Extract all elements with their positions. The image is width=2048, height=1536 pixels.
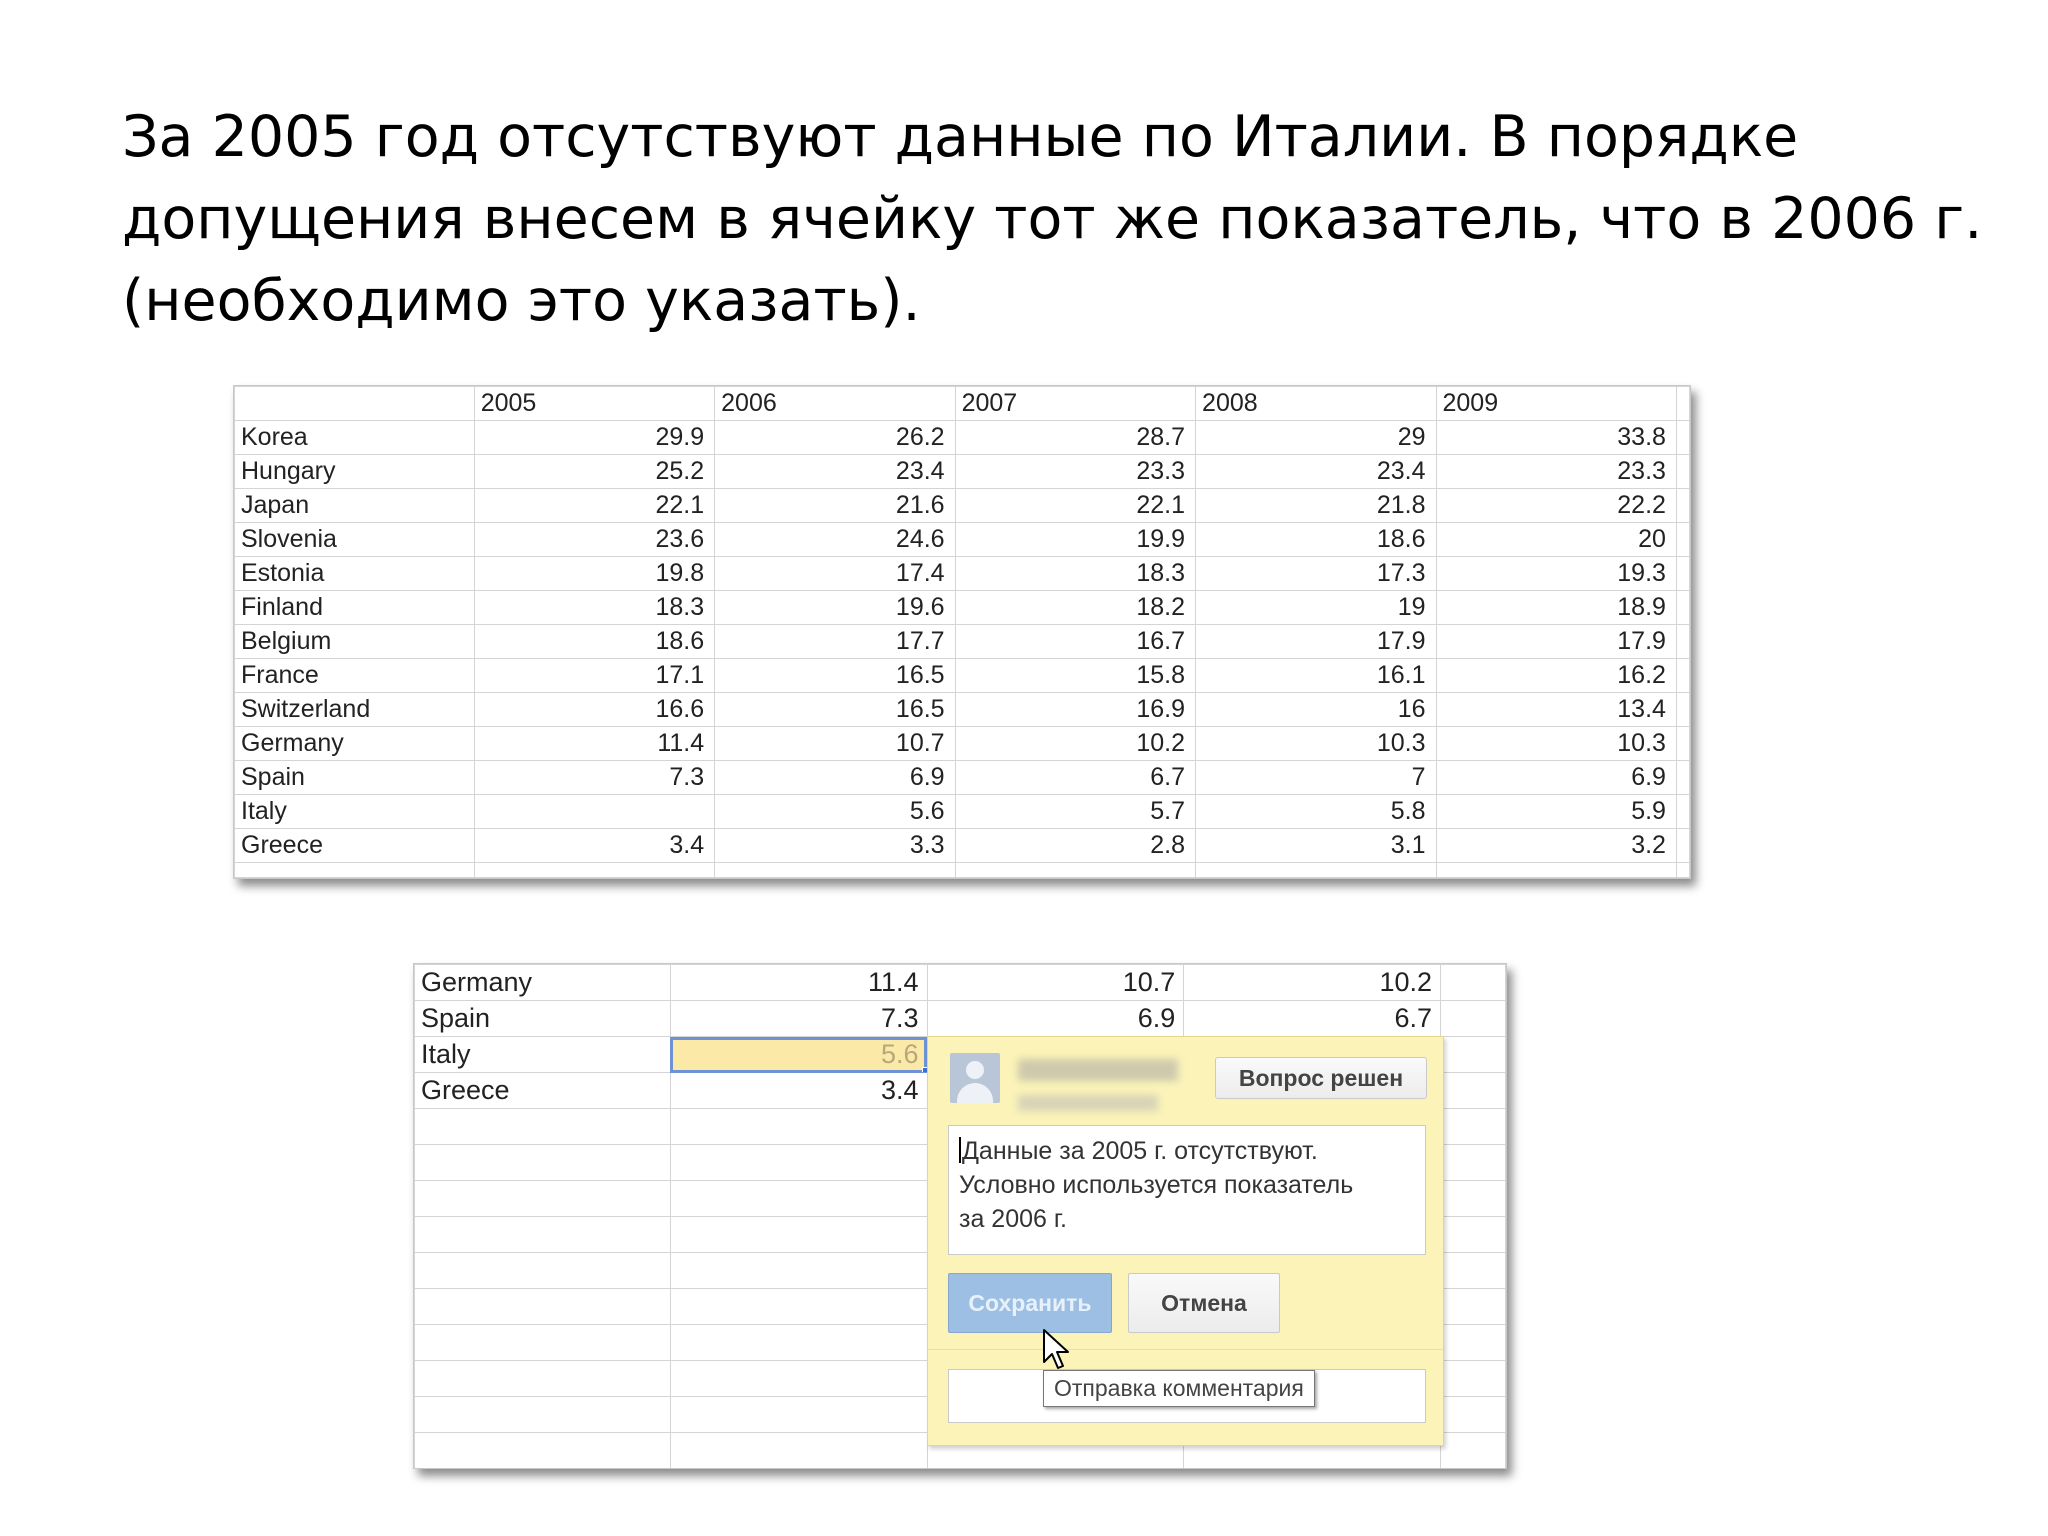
empty-cell[interactable]: [415, 1397, 671, 1433]
table-row: [235, 659, 1690, 693]
country-cell[interactable]: Finland: [235, 591, 475, 625]
comment-text-area[interactable]: [948, 1125, 1426, 1255]
value-cell[interactable]: 16: [1196, 693, 1436, 727]
empty-cell[interactable]: [1196, 863, 1436, 878]
column-header[interactable]: 2006: [715, 387, 955, 421]
value-cell[interactable]: 13.4: [1436, 693, 1676, 727]
empty-cell[interactable]: [1441, 965, 1506, 1001]
value-cell[interactable]: 11.4: [670, 965, 927, 1001]
empty-cell[interactable]: [1676, 863, 1689, 878]
value-cell[interactable]: 5.6: [715, 795, 955, 829]
table-row: [235, 591, 1690, 625]
empty-cell[interactable]: [415, 1325, 671, 1361]
value-cell[interactable]: 25.2: [474, 455, 714, 489]
country-cell[interactable]: Switzerland: [235, 693, 475, 727]
cancel-button[interactable]: Отмена: [1128, 1273, 1280, 1333]
table-row: [235, 523, 1690, 557]
title-line: За 2005 год отсутствуют данные по Италии. В порядке: [122, 104, 1799, 170]
value-cell[interactable]: 23.4: [1196, 455, 1436, 489]
value-cell[interactable]: 10.2: [1184, 965, 1441, 1001]
empty-cell[interactable]: [1441, 1433, 1506, 1469]
value-cell[interactable]: 19: [1196, 591, 1436, 625]
value-cell[interactable]: 23.3: [1436, 455, 1676, 489]
value-cell[interactable]: 18.3: [474, 591, 714, 625]
avatar-icon: [950, 1053, 1000, 1103]
empty-cell[interactable]: [1441, 1145, 1506, 1181]
cursor-arrow-icon: [1042, 1328, 1072, 1372]
value-cell[interactable]: 17.1: [474, 659, 714, 693]
empty-cell[interactable]: [415, 1433, 671, 1469]
table-row: [235, 727, 1690, 761]
value-cell[interactable]: 19.3: [1436, 557, 1676, 591]
table-row: [415, 1001, 1506, 1037]
author-name-blurred: [1018, 1059, 1178, 1081]
value-cell[interactable]: 7.3: [670, 1001, 927, 1037]
value-cell[interactable]: 16.5: [715, 659, 955, 693]
value-cell[interactable]: 10.7: [715, 727, 955, 761]
value-cell[interactable]: 19.8: [474, 557, 714, 591]
empty-cell[interactable]: [415, 1217, 671, 1253]
empty-cell[interactable]: [1441, 1073, 1506, 1109]
empty-cell[interactable]: [1441, 1217, 1506, 1253]
value-cell[interactable]: 6.9: [1436, 761, 1676, 795]
value-cell[interactable]: 28.7: [955, 421, 1195, 455]
value-cell[interactable]: 18.2: [955, 591, 1195, 625]
country-cell[interactable]: Belgium: [235, 625, 475, 659]
value-cell[interactable]: 3.4: [670, 1073, 927, 1109]
country-cell[interactable]: Greece: [415, 1073, 671, 1109]
value-cell[interactable]: 29.9: [474, 421, 714, 455]
empty-cell[interactable]: [670, 1109, 927, 1145]
table-row: [235, 625, 1690, 659]
value-cell[interactable]: 16.7: [955, 625, 1195, 659]
value-cell[interactable]: 19.9: [955, 523, 1195, 557]
value-cell[interactable]: 17.9: [1436, 625, 1676, 659]
country-cell[interactable]: Slovenia: [235, 523, 475, 557]
spacer-cell: [1676, 625, 1689, 659]
spacer-cell: [1676, 557, 1689, 591]
value-cell[interactable]: 6.9: [715, 761, 955, 795]
column-header[interactable]: 2005: [474, 387, 714, 421]
value-cell[interactable]: 3.1: [1196, 829, 1436, 863]
empty-cell[interactable]: [415, 1145, 671, 1181]
value-cell[interactable]: 23.6: [474, 523, 714, 557]
empty-cell[interactable]: [955, 863, 1195, 878]
value-cell[interactable]: 3.2: [1436, 829, 1676, 863]
data-table: [234, 386, 1690, 878]
value-cell[interactable]: 29: [1196, 421, 1436, 455]
value-cell[interactable]: 21.8: [1196, 489, 1436, 523]
empty-cell[interactable]: [1441, 1181, 1506, 1217]
spacer-cell: [1676, 387, 1689, 421]
spacer-cell: [1676, 489, 1689, 523]
value-cell[interactable]: 7: [1196, 761, 1436, 795]
empty-cell[interactable]: [1441, 1361, 1506, 1397]
spacer-cell: [1676, 591, 1689, 625]
country-cell[interactable]: Estonia: [235, 557, 475, 591]
tooltip: Отправка комментария: [1043, 1370, 1315, 1407]
country-cell[interactable]: Germany: [415, 965, 671, 1001]
column-header[interactable]: 2007: [955, 387, 1195, 421]
value-cell[interactable]: 5.8: [1196, 795, 1436, 829]
spacer-cell: [1676, 727, 1689, 761]
spreadsheet-full-table: [233, 385, 1691, 879]
value-cell[interactable]: 18.6: [474, 625, 714, 659]
empty-cell[interactable]: [1441, 1001, 1506, 1037]
value-cell[interactable]: 16.1: [1196, 659, 1436, 693]
empty-cell[interactable]: [715, 863, 955, 878]
country-cell[interactable]: Spain: [235, 761, 475, 795]
value-cell[interactable]: 7.3: [474, 761, 714, 795]
empty-cell[interactable]: [670, 1325, 927, 1361]
empty-cell[interactable]: [1441, 1325, 1506, 1361]
country-cell[interactable]: Greece: [235, 829, 475, 863]
text-caret: [959, 1137, 961, 1163]
value-cell[interactable]: 17.9: [1196, 625, 1436, 659]
empty-cell[interactable]: [415, 1289, 671, 1325]
empty-cell[interactable]: [670, 1397, 927, 1433]
country-cell[interactable]: Japan: [235, 489, 475, 523]
value-cell[interactable]: 10.2: [955, 727, 1195, 761]
empty-cell[interactable]: [1436, 863, 1676, 878]
value-cell[interactable]: [474, 795, 714, 829]
value-cell[interactable]: 22.2: [1436, 489, 1676, 523]
value-cell[interactable]: 17.3: [1196, 557, 1436, 591]
table-row: [235, 829, 1690, 863]
column-header[interactable]: 2008: [1196, 387, 1436, 421]
value-cell[interactable]: 22.1: [474, 489, 714, 523]
spacer-cell: [1676, 829, 1689, 863]
table-row: [235, 761, 1690, 795]
value-cell[interactable]: 16.2: [1436, 659, 1676, 693]
resolve-button[interactable]: Вопрос решен: [1215, 1057, 1427, 1099]
empty-cell[interactable]: [415, 1181, 671, 1217]
header-row: [235, 387, 1690, 421]
empty-cell[interactable]: [1441, 1037, 1506, 1073]
value-cell[interactable]: 15.8: [955, 659, 1195, 693]
empty-cell[interactable]: [670, 1433, 927, 1469]
value-cell[interactable]: 23.4: [715, 455, 955, 489]
country-cell[interactable]: Germany: [235, 727, 475, 761]
table-row: [235, 557, 1690, 591]
value-cell[interactable]: 33.8: [1436, 421, 1676, 455]
empty-cell[interactable]: [235, 863, 475, 878]
value-cell[interactable]: 22.1: [955, 489, 1195, 523]
value-cell[interactable]: 3.3: [715, 829, 955, 863]
country-cell[interactable]: Hungary: [235, 455, 475, 489]
empty-cell[interactable]: [1441, 1253, 1506, 1289]
country-cell[interactable]: Spain: [415, 1001, 671, 1037]
slide-title: [122, 96, 1983, 342]
selected-cell[interactable]: [670, 1037, 927, 1073]
spacer-cell: [1676, 795, 1689, 829]
country-cell[interactable]: Italy: [415, 1037, 671, 1073]
spacer-cell: [1676, 455, 1689, 489]
title-line: (необходимо это указать).: [122, 268, 921, 334]
table-row: [235, 489, 1690, 523]
value-cell[interactable]: 24.6: [715, 523, 955, 557]
country-cell[interactable]: France: [235, 659, 475, 693]
value-cell[interactable]: 18.9: [1436, 591, 1676, 625]
value-cell[interactable]: 17.4: [715, 557, 955, 591]
value-cell[interactable]: 3.4: [474, 829, 714, 863]
table-row: [235, 421, 1690, 455]
value-cell[interactable]: 23.3: [955, 455, 1195, 489]
table-row: [235, 693, 1690, 727]
empty-cell[interactable]: [670, 1361, 927, 1397]
divider: [928, 1349, 1443, 1350]
value-cell[interactable]: 5.9: [1436, 795, 1676, 829]
table-row: [235, 795, 1690, 829]
empty-cell[interactable]: [670, 1217, 927, 1253]
value-cell[interactable]: 16.5: [715, 693, 955, 727]
value-cell[interactable]: 17.7: [715, 625, 955, 659]
selected-cell-value: 5.6: [881, 1039, 919, 1069]
country-cell[interactable]: Italy: [235, 795, 475, 829]
value-cell[interactable]: 10.7: [927, 965, 1184, 1001]
value-cell[interactable]: 11.4: [474, 727, 714, 761]
empty-cell[interactable]: [670, 1181, 927, 1217]
value-cell[interactable]: 16.6: [474, 693, 714, 727]
value-cell[interactable]: 16.9: [955, 693, 1195, 727]
title-line: допущения внесем в ячейку тот же показатель, что в 2006 г.: [122, 186, 1983, 252]
spacer-cell: [1676, 659, 1689, 693]
column-header[interactable]: 2009: [1436, 387, 1676, 421]
value-cell[interactable]: 18.6: [1196, 523, 1436, 557]
empty-cell[interactable]: [415, 1253, 671, 1289]
value-cell[interactable]: 10.3: [1196, 727, 1436, 761]
value-cell[interactable]: 19.6: [715, 591, 955, 625]
value-cell[interactable]: 6.9: [927, 1001, 1184, 1037]
value-cell[interactable]: 6.7: [1184, 1001, 1441, 1037]
value-cell[interactable]: 6.7: [955, 761, 1195, 795]
column-header[interactable]: [235, 387, 475, 421]
empty-cell[interactable]: [1441, 1109, 1506, 1145]
comment-text: Данные за 2005 г. отсутствуют. Условно используется показатель за 2006 г.: [959, 1137, 1354, 1233]
save-button[interactable]: Сохранить: [948, 1273, 1112, 1333]
value-cell[interactable]: 21.6: [715, 489, 955, 523]
value-cell[interactable]: 26.2: [715, 421, 955, 455]
value-cell[interactable]: 20: [1436, 523, 1676, 557]
spacer-cell: [1676, 693, 1689, 727]
empty-row: [235, 863, 1690, 878]
empty-cell[interactable]: [1441, 1397, 1506, 1433]
spacer-cell: [1676, 421, 1689, 455]
value-cell[interactable]: 2.8: [955, 829, 1195, 863]
table-row: [235, 455, 1690, 489]
empty-cell[interactable]: [415, 1361, 671, 1397]
value-cell[interactable]: 10.3: [1436, 727, 1676, 761]
empty-cell[interactable]: [670, 1145, 927, 1181]
value-cell[interactable]: 18.3: [955, 557, 1195, 591]
empty-cell[interactable]: [670, 1253, 927, 1289]
empty-cell[interactable]: [415, 1109, 671, 1145]
empty-cell[interactable]: [670, 1289, 927, 1325]
country-cell[interactable]: Korea: [235, 421, 475, 455]
spacer-cell: [1676, 761, 1689, 795]
comment-date-blurred: [1018, 1095, 1158, 1111]
empty-cell[interactable]: [474, 863, 714, 878]
table-row: [415, 965, 1506, 1001]
empty-cell[interactable]: [1441, 1289, 1506, 1325]
value-cell[interactable]: 5.7: [955, 795, 1195, 829]
spacer-cell: [1676, 523, 1689, 557]
